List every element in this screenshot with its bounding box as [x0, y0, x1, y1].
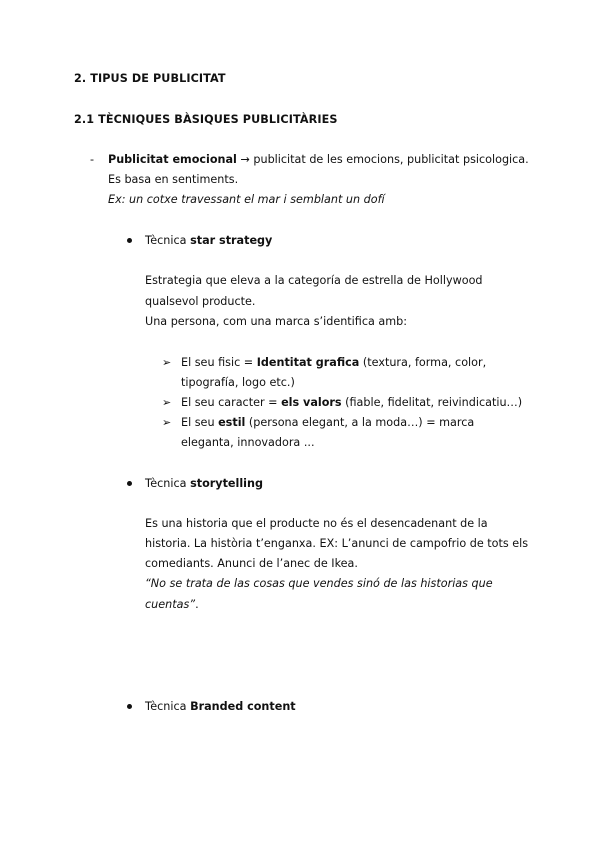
emocional-line-2: Es basa en sentiments.	[108, 173, 239, 186]
star-para-3: Una persona, com una marca s’identifica amb:	[145, 315, 408, 328]
star-item-3-cont: eleganta, innovadora ...	[181, 436, 315, 449]
branded-content-heading: Tècnica Branded content	[145, 700, 296, 713]
emocional-example: Ex: un cotxe travessant el mar i semblant un dofí	[108, 193, 385, 206]
story-line-1: Es una historia que el producte no és el desencadenant de la	[145, 517, 488, 530]
star-item-2: El seu caracter = els valors (fiable, fidelitat, reivindicatiu…)	[181, 396, 523, 409]
star-item-1-cont: tipografía, logo etc.)	[181, 376, 295, 389]
star-strategy-name: star strategy	[190, 234, 273, 247]
heading-tipus-publicitat: 2. TIPUS DE PUBLICITAT	[74, 72, 226, 85]
star-item-1: El seu fisic = Identitat grafica (textura, forma, color,	[181, 356, 487, 369]
story-quote-1: “No se trata de las cosas que vendes sinó de las historias que	[145, 577, 493, 590]
star-para-2: qualsevol producte.	[145, 295, 256, 308]
story-line-2: historia. La història t’enganxa. EX: L’anunci de campofrio de tots els	[145, 537, 529, 550]
storytelling-name: storytelling	[190, 477, 263, 490]
bullet-dot	[127, 704, 132, 709]
emocional-line-1	[108, 150, 529, 170]
arrow-bullet-icon: ➢	[162, 356, 172, 369]
emocional-arrow-text: → publicitat de les emocions, publicitat psicologica.	[236, 153, 529, 166]
heading-tecniques-basiques: 2.1 TÈCNIQUES BÀSIQUES PUBLICITÀRIES	[74, 113, 338, 126]
bullet-dot	[127, 481, 132, 486]
bullet-dot	[127, 238, 132, 243]
story-quote-2: cuentas”.	[145, 598, 199, 611]
arrow-bullet-icon: ➢	[162, 416, 172, 429]
storytelling-heading: Tècnica storytelling	[145, 477, 263, 490]
arrow-bullet-icon: ➢	[162, 396, 172, 409]
star-item-3: El seu estil (persona elegant, a la moda…) = marca	[181, 416, 475, 429]
star-strategy-heading: Tècnica star strategy	[145, 234, 273, 247]
story-line-3: comediants. Anunci de l’anec de Ikea.	[145, 557, 358, 570]
star-para-1: Estrategia que eleva a la categoría de estrella de Hollywood	[145, 274, 483, 287]
emocional-title: Publicitat emocional	[108, 153, 237, 166]
dash-bullet: -	[90, 153, 95, 166]
branded-content-name: Branded content	[190, 700, 296, 713]
